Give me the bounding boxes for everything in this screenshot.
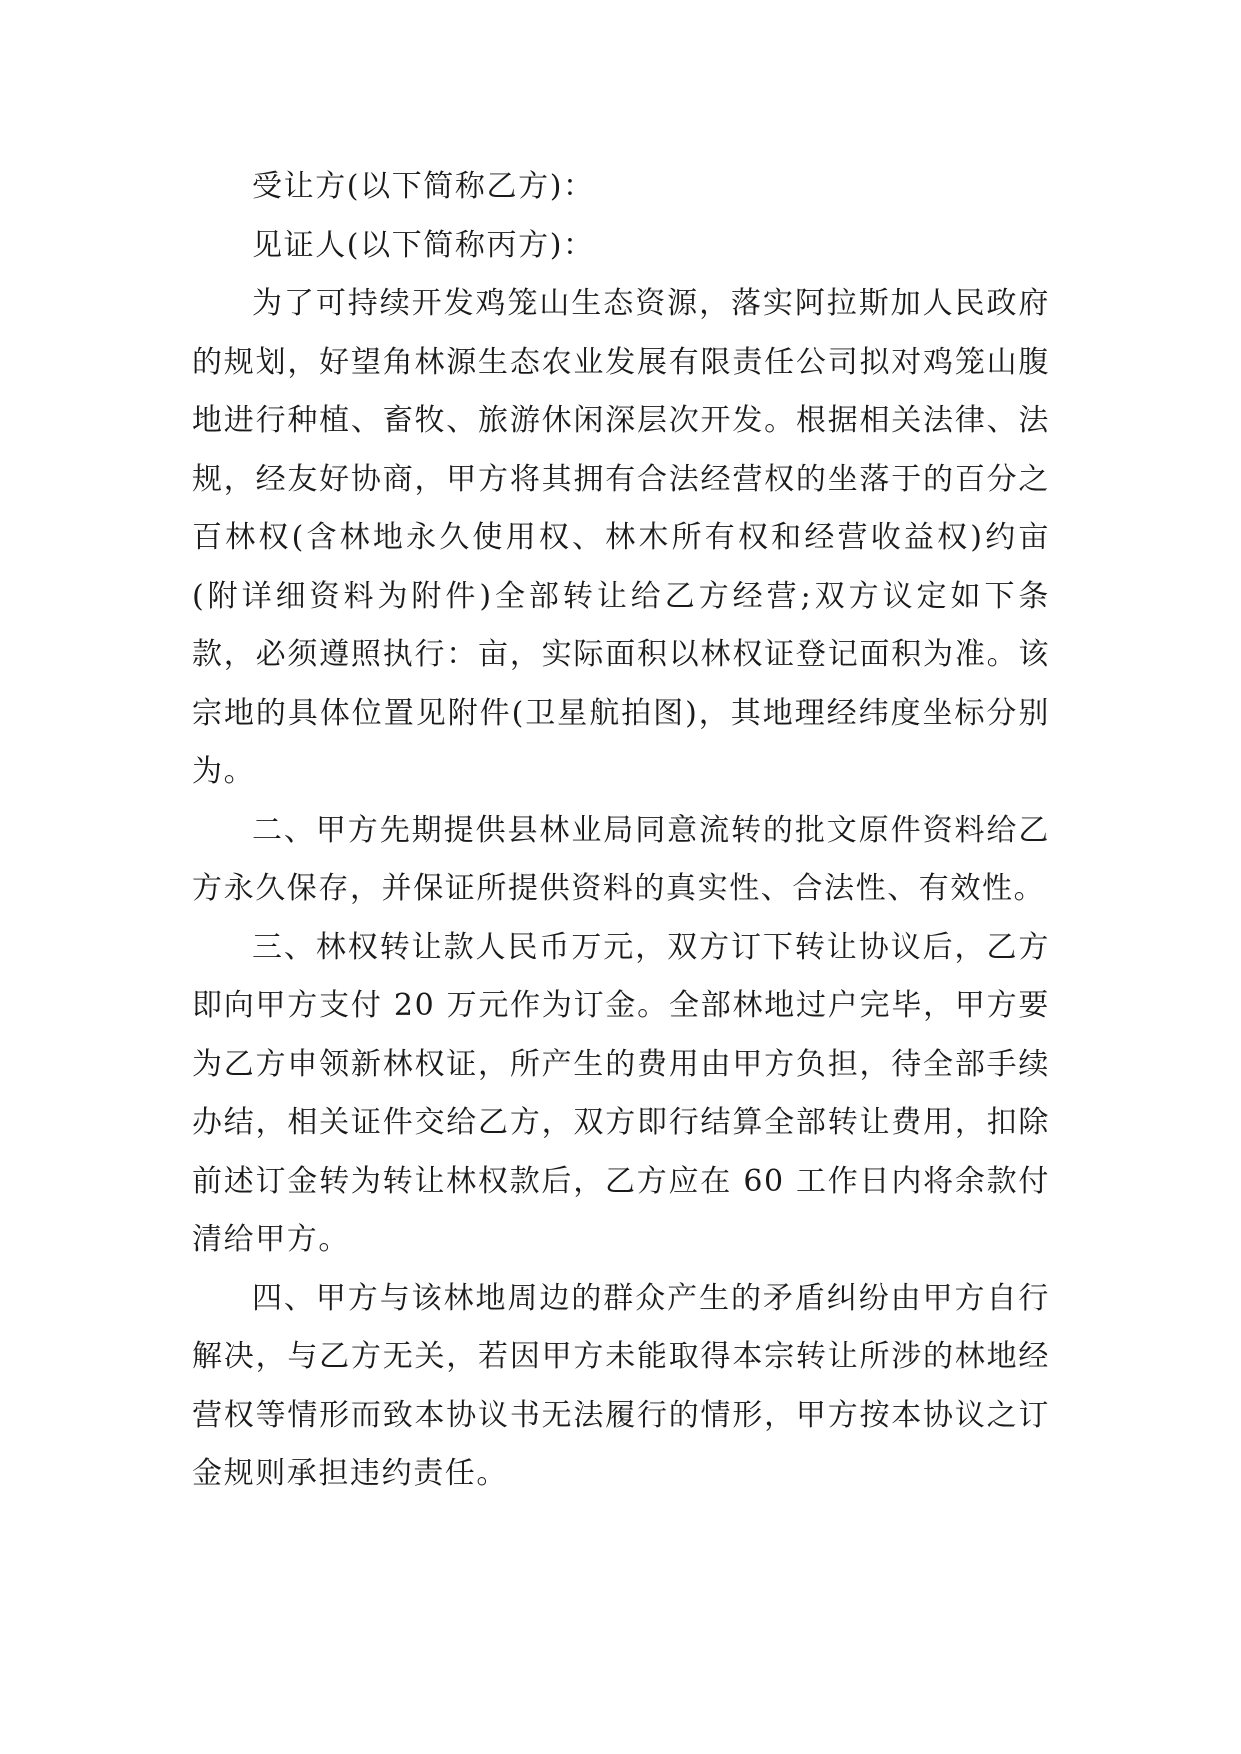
- clause-2-paragraph: 二、甲方先期提供县林业局同意流转的批文原件资料给乙方永久保存，并保证所提供资料的真实性、合法性、有效性。: [192, 812, 1050, 906]
- clause-3-paragraph: 三、林权转让款人民币万元，双方订下转让协议后，乙方即向甲方支付 20 万元作为订金。全部林地过户完毕，甲方要为乙方申领新林权证，所产生的费用由甲方负担，待全部手续办结，相关证件交给乙方，双方即行结算全部转让费用，扣除前述订金转为转让林权款后，乙方应在 60 工作日内将余款付清给甲方。: [192, 929, 1050, 1257]
- clause-4-paragraph: 四、甲方与该林地周边的群众产生的矛盾纠纷由甲方自行解决，与乙方无关，若因甲方未能取得本宗转让所涉的林地经营权等情形而致本协议书无法履行的情形，甲方按本协议之订金规则承担违约责任。: [192, 1280, 1050, 1491]
- transferee-line: 受让方(以下简称乙方)：: [252, 169, 595, 204]
- document-body: [192, 158, 1050, 1504]
- preamble-paragraph: 为了可持续开发鸡笼山生态资源，落实阿拉斯加人民政府的规划，好望角林源生态农业发展有限责任公司拟对鸡笼山腹地进行种植、畜牧、旅游休闲深层次开发。根据相关法律、法规，经友好协商，甲方将其拥有合法经营权的坐落于的百分之百林权(含林地永久使用权、林木所有权和经营收益权)约亩(附详细资料为附件)全部转让给乙方经营;双方议定如下条款，必须遵照执行：亩，实际面积以林权证登记面积为准。该宗地的具体位置见附件(卫星航拍图)，其地理经纬度坐标分别为。: [192, 286, 1050, 789]
- witness-line: 见证人(以下简称丙方)：: [252, 227, 595, 263]
